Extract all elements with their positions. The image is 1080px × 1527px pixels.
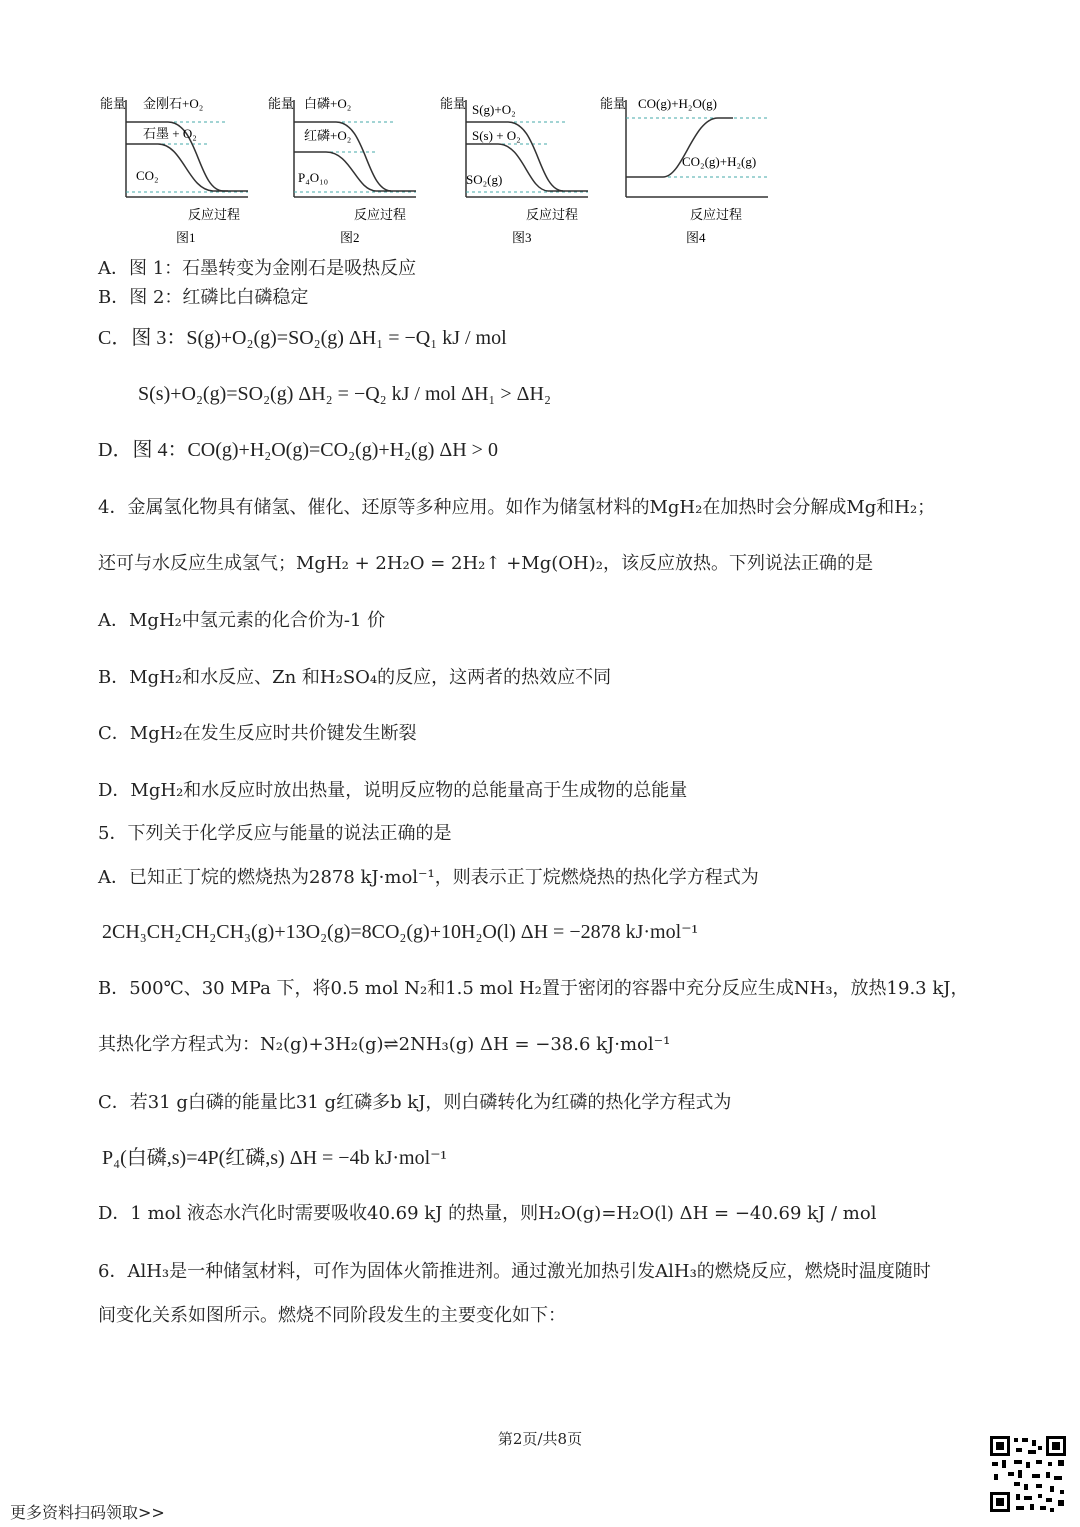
bottom-level-label: P₄O₁₀ (298, 170, 329, 185)
q5-option-b-equation: 其热化学方程式为：N₂(g)+3H₂(g)⇌2NH₃(g) ΔH = −38.6 kJ·mol⁻¹ (98, 1034, 671, 1055)
y-axis-label: 能量 (268, 96, 295, 111)
figure-caption: 图3 (512, 230, 532, 245)
q5-option-d: D．1 mol 液态水汽化时需要吸收40.69 kJ 的热量，则H₂O(g)=H₂O(l) ΔH = −40.69 kJ / mol (98, 1203, 877, 1224)
figure-caption: 图1 (176, 230, 196, 245)
q6-stem-line-1: 6．AlH₃是一种储氢材料，可作为固体火箭推进剂。通过激光加热引发AlH₃的燃烧反应，燃烧时温度随时 (98, 1261, 931, 1282)
energy-diagram-3 (438, 92, 598, 252)
q5-option-b: B．500℃、30 MPa 下，将0.5 mol N₂和1.5 mol H₂置于密闭的容器中充分反应生成NH₃，放热19.3 kJ， (98, 978, 969, 999)
bottom-level-label: CO₂ (136, 168, 159, 183)
energy-diagram-1 (98, 92, 258, 252)
q4-stem-line-2: 还可与水反应生成氢气；MgH₂ + 2H₂O = 2H₂↑ +Mg(OH)₂，该反应放热。下列说法正确的是 (98, 553, 873, 574)
figure-caption: 图2 (340, 230, 360, 245)
q3-option-c-line-1: C．图 3：S(g)+O₂(g)=SO₂(g) ΔH₁ = −Q₁ kJ / mol (98, 327, 507, 349)
x-axis-label: 反应过程 (526, 207, 579, 222)
q4-option-c: C．MgH₂在发生反应时共价键发生断裂 (98, 723, 417, 744)
q5-stem: 5．下列关于化学反应与能量的说法正确的是 (98, 823, 452, 844)
x-axis-label: 反应过程 (690, 207, 743, 222)
q3-option-d: D．图 4：CO(g)+H₂O(g)=CO₂(g)+H₂(g) ΔH > 0 (98, 439, 498, 461)
mid-level-label: 红磷+O₂ (304, 128, 352, 143)
q6-stem-line-2: 间变化关系如图所示。燃烧不同阶段发生的主要变化如下： (98, 1305, 566, 1326)
mid-level-label: S(s) + O₂ (472, 128, 521, 143)
q4-option-a: A．MgH₂中氢元素的化合价为-1 价 (98, 610, 386, 631)
top-level-label: 白磷+O₂ (304, 96, 352, 111)
energy-diagram-2 (266, 92, 426, 252)
page-number: 第2页/共8页 (497, 1430, 583, 1448)
q4-option-d: D．MgH₂和水反应时放出热量，说明反应物的总能量高于生成物的总能量 (98, 780, 688, 801)
mid-level-label: CO₂(g)+H₂(g) (682, 154, 757, 169)
q5-option-c-equation: P₄(白磷,s)=4P(红磷,s) ΔH = −4b kJ·mol⁻¹ (102, 1147, 447, 1169)
top-level-label: S(g)+O₂ (472, 102, 516, 117)
x-axis-label: 反应过程 (188, 207, 241, 222)
q3-option-c-line-2: S(s)+O₂(g)=SO₂(g) ΔH₂ = −Q₂ kJ / mol ΔH₁ > ΔH₂ (138, 383, 551, 405)
y-axis-label: 能量 (600, 96, 627, 111)
y-axis-label: 能量 (440, 96, 467, 111)
bottom-level-label: SO₂(g) (466, 172, 503, 187)
q3-option-a: A．图 1：石墨转变为金刚石是吸热反应 (98, 258, 417, 279)
more-resources-link[interactable]: 更多资料扫码领取>> (10, 1503, 165, 1522)
energy-diagram-4 (598, 92, 798, 252)
q3-option-b: B．图 2：红磷比白磷稳定 (98, 287, 309, 308)
y-axis-label: 能量 (100, 96, 127, 111)
mid-level-label: 石墨 + O₂ (143, 126, 197, 141)
figure-caption: 图4 (686, 230, 706, 245)
x-axis-label: 反应过程 (354, 207, 407, 222)
q5-option-a-equation: 2CH₃CH₂CH₂CH₃(g)+13O₂(g)=8CO₂(g)+10H₂O(l) ΔH = −2878 kJ·mol⁻¹ (102, 921, 698, 943)
qr-code-icon[interactable] (988, 1434, 1068, 1514)
q4-option-b: B．MgH₂和水反应、Zn 和H₂SO₄的反应，这两者的热效应不同 (98, 667, 612, 688)
q4-stem-line-1: 4．金属氢化物具有储氢、催化、还原等多种应用。如作为储氢材料的MgH₂在加热时会分解成Mg和H₂； (98, 497, 936, 518)
top-level-label: CO(g)+H₂O(g) (638, 96, 718, 111)
q5-option-c: C．若31 g白磷的能量比31 g红磷多b kJ，则白磷转化为红磷的热化学方程式为 (98, 1092, 732, 1113)
top-level-label: 金刚石+O₂ (143, 96, 204, 111)
q5-option-a: A．已知正丁烷的燃烧热为2878 kJ·mol⁻¹，则表示正丁烷燃烧热的热化学方程式为 (98, 867, 759, 888)
